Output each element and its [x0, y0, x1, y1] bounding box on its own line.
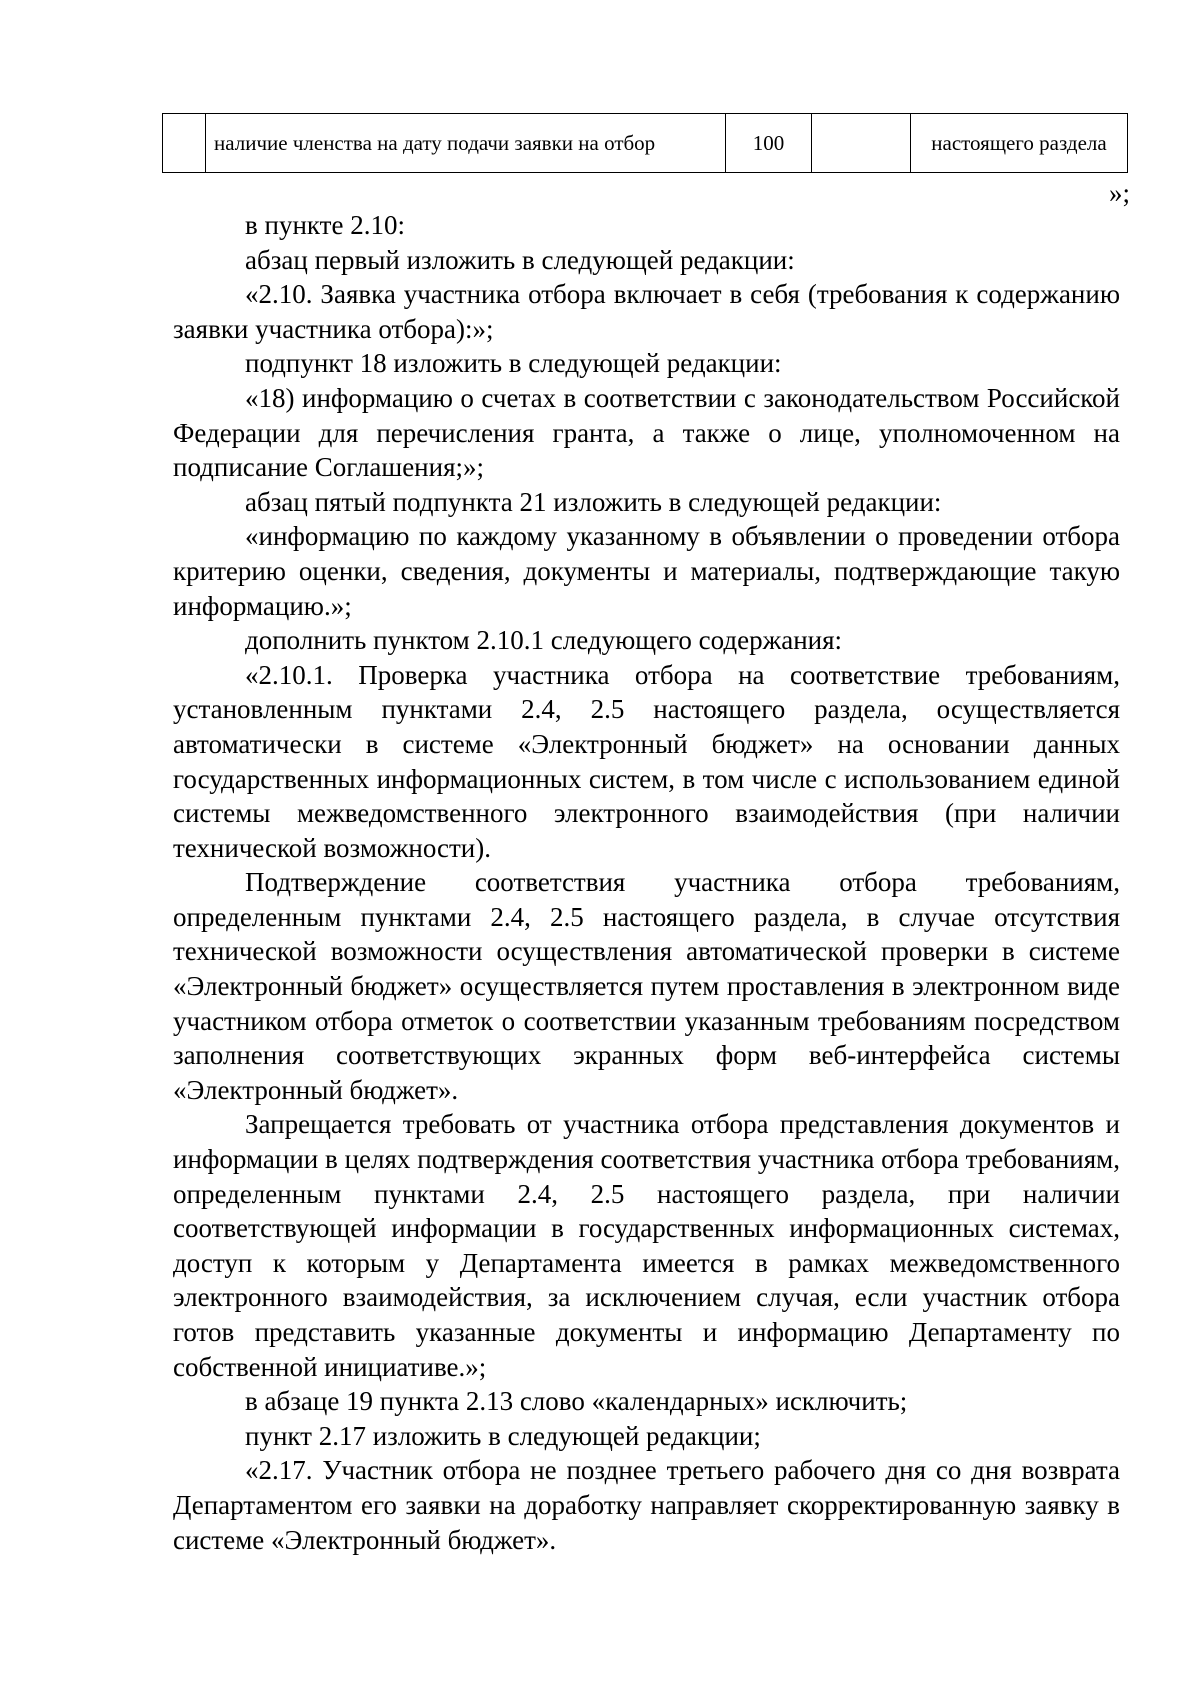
paragraph: пункт 2.17 изложить в следующей редакции; [245, 1420, 761, 1451]
paragraph: Подтверждение соответствия участника отбора требованиям, определенным пунктами 2.4, 2.5 настоящего раздела, в случае отсутствия технической возможности осуществления автоматической проверки в системе «Электронный бюджет» осуществляется путем проставления в электронном виде участником отбора отметок о соответствии указанным требованиям посредством заполнения соответствующих экранных форм веб-интерфейса системы «Электронный бюджет». [173, 867, 1120, 1105]
table-cell-number [163, 114, 206, 173]
paragraph: дополнить пунктом 2.10.1 следующего содержания: [245, 625, 843, 656]
table-cell-score: 100 [726, 114, 812, 173]
table-cell-criterion: наличие членства на дату подачи заявки на отбор [206, 114, 726, 173]
paragraph: Запрещается требовать от участника отбора представления документов и информации в целях подтверждения соответствия участника отбора требованиям, определенным пунктами 2.4, 2.5 настоящего раздела, при наличии соответствующей информации в государственных информационных системах, доступ к которым у Департамента имеется в рамках межведомственного электронного взаимодействия, за исключением случая, если участник отбора готов представить указанные документы и информацию Департаменту по собственной инициативе.»; [173, 1109, 1120, 1382]
document-body [173, 208, 1120, 1557]
table-cell-empty [812, 114, 911, 173]
paragraph: «2.10.1. Проверка участника отбора на соответствие требованиям, установленным пунктами 2.4, 2.5 настоящего раздела, осуществляется автоматически в системе «Электронный бюджет» на основании данных государственных информационных систем, в том числе с использованием единой системы межведомственного электронного взаимодействия (при наличии технической возможности). [173, 659, 1120, 863]
criteria-table-fragment [162, 113, 1128, 173]
paragraph: абзац пятый подпункта 21 изложить в следующей редакции: [245, 486, 942, 517]
paragraph: абзац первый изложить в следующей редакции: [245, 244, 795, 275]
paragraph: подпункт 18 изложить в следующей редакции: [245, 348, 782, 379]
closing-quote: »; [1108, 178, 1130, 208]
paragraph: в абзаце 19 пункта 2.13 слово «календарных» исключить; [245, 1386, 908, 1417]
table-row [163, 114, 1128, 173]
paragraph: «2.17. Участник отбора не позднее третьего рабочего дня со дня возврата Департаментом его заявки на доработку направляет скорректированную заявку в системе «Электронный бюджет». [173, 1455, 1120, 1555]
paragraph: в пункте 2.10: [245, 210, 405, 240]
paragraph: «информацию по каждому указанному в объявлении о проведении отбора критерию оценки, сведения, документы и материалы, подтверждающие такую информацию.»; [173, 521, 1120, 621]
paragraph: «2.10. Заявка участника отбора включает в себя (требования к содержанию заявки участника отбора):»; [173, 279, 1120, 344]
paragraph: «18) информацию о счетах в соответствии с законодательством Российской Федерации для перечисления гранта, а также о лице, уполномоченном на подписание Соглашения;»; [173, 382, 1120, 483]
table-cell-reference: настоящего раздела [911, 114, 1128, 173]
